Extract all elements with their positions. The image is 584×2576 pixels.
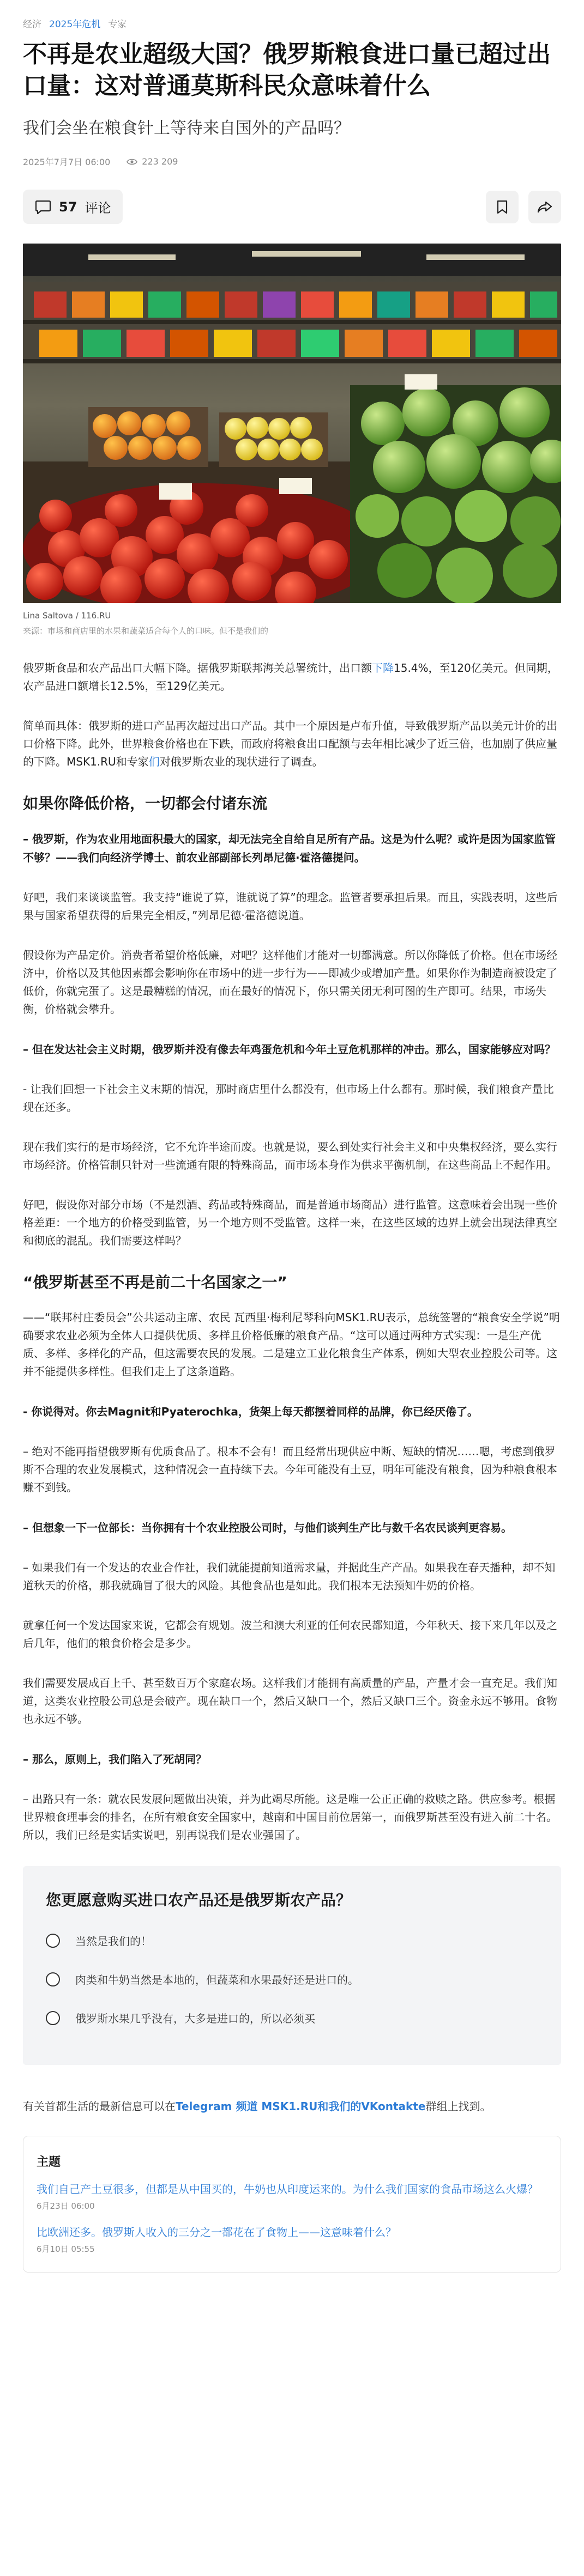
- social-text: 有关首都生活的最新信息可以在: [23, 2100, 176, 2113]
- intro-paragraph-1: [23, 659, 561, 695]
- interview-answer: 我们需要发展成百上千、甚至数百万个家庭农场。这样我们才能拥有高质量的产品，产量才会一直充足。我们知道，这类农业控股公司总是会破产。现在缺口一个，然后又缺口一个，然后又缺口三个。资金永远不够用。食物也永远不够。: [23, 1676, 557, 1726]
- section2-intro: ——“联邦村庄委员会”公共运动主席、农民 瓦西里·梅利尼琴科向MSK1.RU表示，总统签署的“粮食安全学说”明确要求农业必须为全体人口提供优质、多样且价格低廉的粮食产品。“这可以通过两种方式实现：一是生产优质、多样、多样化的产品，但这需要农民的发展。二是建立工业化粮食生产体系，例如大型农业控股公司等。这并不能提供多样性。但我们走上了这条道路。: [23, 1311, 560, 1378]
- views-counter: [127, 156, 178, 167]
- comments-button[interactable]: [23, 190, 123, 224]
- bookmark-icon: [496, 200, 508, 214]
- topic-date: 6月23日 06:00: [37, 2201, 95, 2211]
- breadcrumb-crisis-2025[interactable]: 2025年危机: [49, 19, 101, 30]
- photo-caption: 来源：市场和商店里的水果和蔬菜适合每个人的口味。但不是我们的: [23, 626, 269, 636]
- radio-button[interactable]: [46, 2011, 60, 2025]
- topics-heading: 主题: [37, 2155, 61, 2169]
- interview-answer: 好吧，假设你对部分市场（不是烈酒、药品或特殊商品，而是普通市场商品）进行监管。这意味着会出现一些价格差距：一个地方的价格受到监管，另一个地方则不受监管。这样一来，在这些区域的边界上就会出现法律真空和彻底的混乱。我们需要这样吗？: [23, 1198, 557, 1247]
- interview-answer: - 让我们回想一下社会主义末期的情况，那时商店里什么都没有，但市场上什么都有。那时候，我们粮食产量比现在还多。: [23, 1083, 554, 1114]
- intro-text: 15.4%，至120亿美元。但同期，农产品进口额增长12.5%，至129亿美元。: [23, 661, 558, 692]
- poll-option-label: 俄罗斯水果几乎没有，大多是进口的，所以必须买: [75, 2012, 315, 2025]
- poll-option-label: 肉类和牛奶当然是本地的，但蔬菜和水果最好还是进口的。: [75, 1973, 359, 1986]
- intro-link-decrease[interactable]: 下降: [372, 661, 394, 675]
- interview-question: – 俄罗斯，作为农业用地面积最大的国家，却无法完全自给自足所有产品。这是为什么呢？或许是因为国家监管不够？——我们向经济学博士、前农业部副部长列昂尼德·霍洛德提问。: [23, 833, 556, 864]
- interview-answer: – 绝对不能再指望俄罗斯有优质食品了。根本不会有！而且经常出现供应中断、短缺的情况……嗯，考虑到俄罗斯不合理的农业发展模式，这种情况会一直持续下去。今年可能没有土豆，明年可能没有粮食，因为种粮食根本赚不到钱。: [23, 1445, 557, 1494]
- publish-date: 2025年7月7日 06:00: [23, 157, 111, 167]
- share-icon: [537, 201, 552, 214]
- social-text: 群组上找到。: [425, 2100, 491, 2113]
- section-heading-1: 如果你降低价格，一切都会付诸东流: [23, 794, 268, 812]
- produce-market-illustration: [23, 244, 561, 603]
- intro-paragraph-2: [23, 717, 561, 771]
- interview-question: – 但在发达社会主义时期，俄罗斯并没有像去年鸡蛋危机和今年土豆危机那样的冲击。那么，国家能够应对吗？: [23, 1043, 556, 1056]
- interview-question: - 你说得对。你去Magnit和Pyaterochka，货架上每天都摆着同样的品牌，你已经厌倦了。: [23, 1405, 478, 1418]
- hero-image: [23, 244, 561, 603]
- interview-question: – 但想象一下一位部长：当你拥有十个农业控股公司时，与他们谈判生产比与数千名农民谈判更容易。: [23, 1521, 512, 1534]
- topic-date: 6月10日 05:55: [37, 2244, 95, 2254]
- interview-answer: – 出路只有一条：就农民发展问题做出决策，并为此竭尽所能。这是唯一公正正确的救赎之路。供应参考。根据世界粮食理事会的排名，在所有粮食安全国家中，越南和中国目前位居第一，而俄罗斯甚至没有进入前二十名。所以，我们已经是实话实说吧，别再说我们是农业强国了。: [23, 1793, 557, 1842]
- poll-option[interactable]: [46, 1971, 538, 1987]
- comments-label: 评论: [85, 201, 111, 216]
- social-links-line: [23, 2098, 561, 2115]
- related-topics: [23, 2136, 561, 2273]
- social-links[interactable]: Telegram 频道 MSK1.RU和我们的VKontakte: [176, 2100, 426, 2113]
- section-heading-2: “俄罗斯甚至不再是前二十名国家之一”: [23, 1273, 287, 1291]
- topic-item: [37, 2223, 547, 2255]
- breadcrumb-economy[interactable]: 经济: [23, 19, 41, 30]
- share-button[interactable]: [528, 191, 561, 223]
- intro-text: 简单而具体：俄罗斯的进口产品再次超过出口产品。其中一个原因是卢布升值，导致俄罗斯产品以美元计价的出口价格下降。此外，世界粮食价格也在下跌，而政府将粮食出口配额与去年相比减少了近三倍，也加剧了供应量的下降。MSK1.RU和专家: [23, 719, 557, 768]
- article-title: 不再是农业超级大国？俄罗斯粮食进口量已超过出口量：这对普通莫斯科民众意味着什么: [23, 40, 551, 100]
- views-count: 223 209: [142, 156, 178, 167]
- intro-text: 俄罗斯食品和农产品出口大幅下降。据俄罗斯联邦海关总署统计，出口额: [23, 661, 372, 675]
- poll-option-label: 当然是我们的！: [75, 1935, 152, 1948]
- poll-option[interactable]: [46, 2010, 538, 2026]
- intro-text: 对俄罗斯农业的现状进行了调查。: [159, 755, 323, 768]
- topic-link[interactable]: 我们自己产土豆很多，但都是从中国买的，牛奶也从印度运来的。为什么我们国家的食品市场这么火爆？: [37, 2183, 538, 2196]
- interview-answer: 就拿任何一个发达国家来说，它都会有规划。波兰和澳大利亚的任何农民都知道，今年秋天、接下来几年以及之后几年，他们的粮食价格会是多少。: [23, 1619, 557, 1650]
- photo-credit: Lina Saltova / 116.RU: [23, 611, 111, 621]
- radio-button[interactable]: [46, 1934, 60, 1948]
- interview-answer: 现在我们实行的是市场经济，它不允许半途而废。也就是说，要么到处实行社会主义和中央集权经济，要么实行市场经济。价格管制只针对一些流通有限的特殊商品，而市场本身作为供求平衡机制，在这些商品上不起作用。: [23, 1140, 557, 1171]
- bookmark-button[interactable]: [486, 191, 519, 223]
- radio-button[interactable]: [46, 1972, 60, 1986]
- eye-icon: [127, 158, 137, 166]
- comments-count: 57: [59, 199, 77, 215]
- breadcrumb: [23, 16, 561, 30]
- poll-option[interactable]: [46, 1933, 538, 1948]
- intro-link-experts[interactable]: 们: [148, 755, 160, 768]
- comment-icon: [35, 199, 51, 215]
- topic-item: [37, 2180, 547, 2212]
- breadcrumb-experts[interactable]: 专家: [108, 19, 127, 30]
- poll-question: 您更愿意购买进口农产品还是俄罗斯农产品？: [46, 1891, 352, 1909]
- interview-answer: – 如果我们有一个发达的农业合作社，我们就能提前知道需求量，并据此生产产品。如果我在春天播种，却不知道秋天的价格，那我就确冒了很大的风险。其他食品也是如此。我们根本无法预知牛奶的价格。: [23, 1561, 556, 1592]
- topic-link[interactable]: 比欧洲还多。俄罗斯人收入的三分之一都花在了食物上——这意味着什么？: [37, 2226, 396, 2239]
- article-actions: [23, 190, 561, 224]
- reader-poll: [23, 1866, 561, 2065]
- interview-answer: 假设你为产品定价。消费者希望价格低廉，对吧？这样他们才能对一切都满意。所以你降低了价格。但在市场经济中，价格以及其他因素都会影响你在市场中的进一步行为——即减少或增加产量。如果你作为制造商被设定了低价，你就完蛋了。这是最糟糕的情况，而在最好的情况下，你只需关闭无利可图的生产即可。结果，市场失衡，价格就会攀升。: [23, 949, 557, 1016]
- interview-answer: 好吧，我们来谈谈监管。我支持“谁说了算，谁就说了算”的理念。监管者要承担后果。而且，实践表明，这些后果与国家希望获得的后果完全相反，”列昂尼德·霍洛德说道。: [23, 891, 558, 922]
- article-subtitle: 我们会坐在粮食针上等待来自国外的产品吗？: [23, 119, 350, 138]
- article-meta: [23, 155, 561, 168]
- interview-question: – 那么，原则上，我们陷入了死胡同？: [23, 1753, 207, 1766]
